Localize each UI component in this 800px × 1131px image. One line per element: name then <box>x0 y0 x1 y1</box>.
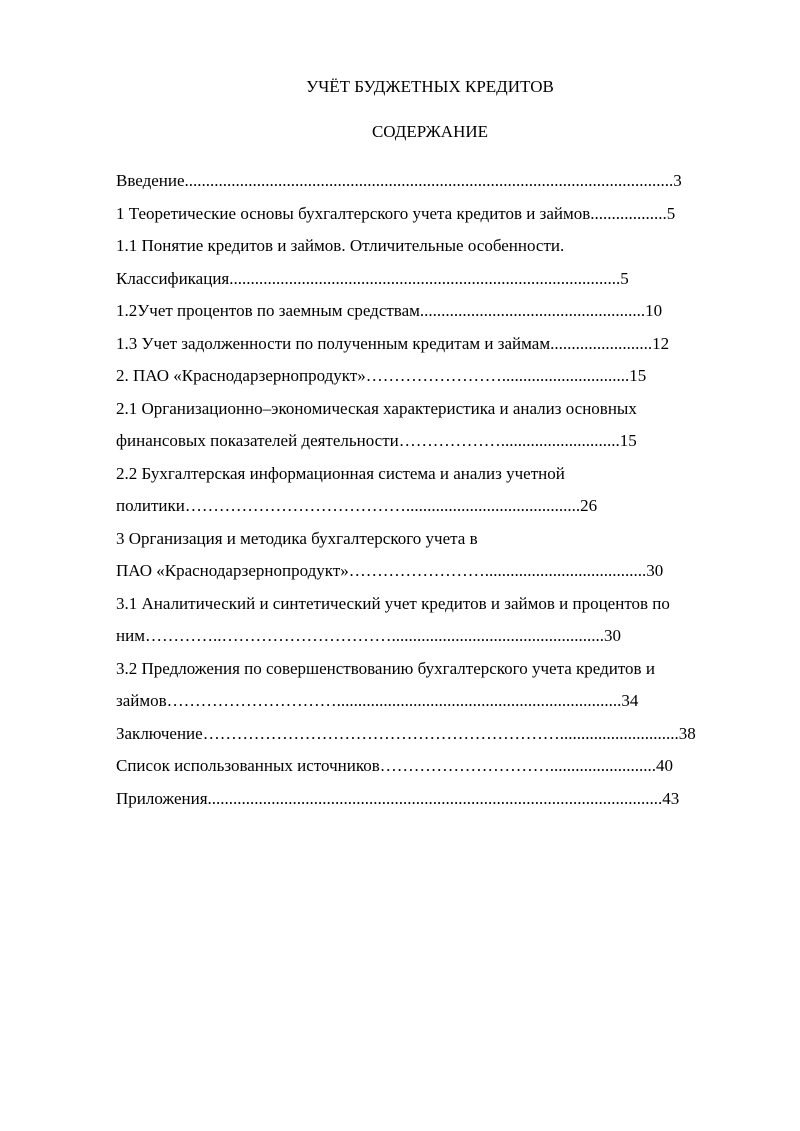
toc-line: 3 Организация и методика бухгалтерского учета в <box>116 528 478 548</box>
table-of-contents <box>116 165 756 815</box>
toc-line: 2.2 Бухгалтерская информационная система и анализ учетной <box>116 463 565 483</box>
toc-line: 1 Теоретические основы бухгалтерского учета кредитов и займов..................5 <box>116 203 676 223</box>
document-title: УЧЁТ БУДЖЕТНЫХ КРЕДИТОВ <box>306 77 554 96</box>
toc-line: Классификация............................................................................................5 <box>116 268 629 288</box>
toc-line: Введение...................................................................................................................3 <box>116 171 682 190</box>
toc-line: Приложения...........................................................................................................43 <box>116 788 680 808</box>
toc-line: 2. ПАО «Краснодарзернопродукт»……………………..............................15 <box>116 366 647 385</box>
toc-line: займов…………………………...................................................................34 <box>116 691 639 710</box>
toc-line: 1.2Учет процентов по заемным средствам.....................................................10 <box>116 301 663 320</box>
toc-line: политики………………………………….........................................26 <box>116 496 598 515</box>
toc-line: 3.1 Аналитический и синтетический учет кредитов и займов и процентов по <box>116 593 670 613</box>
toc-line: финансовых показателей деятельности………………............................15 <box>116 431 637 450</box>
toc-heading: СОДЕРЖАНИЕ <box>371 122 489 141</box>
toc-line: 1.3 Учет задолженности по полученным кредитам и займам........................12 <box>116 333 670 353</box>
toc-line: 2.1 Организационно–экономическая характеристика и анализ основных <box>116 398 637 418</box>
toc-line: Список использованных источников………………………….........................40 <box>116 756 673 775</box>
toc-line: 1.1 Понятие кредитов и займов. Отличительные особенности. <box>116 236 565 255</box>
toc-line: ним…………..…………………………..................................................30 <box>116 626 621 645</box>
toc-line: 3.2 Предложения по совершенствованию бухгалтерского учета кредитов и <box>116 658 655 678</box>
toc-line: ПАО «Краснодарзернопродукт»……………………......................................30 <box>116 561 664 580</box>
toc-line: Заключение………………………………………………………............................38 <box>116 723 696 743</box>
